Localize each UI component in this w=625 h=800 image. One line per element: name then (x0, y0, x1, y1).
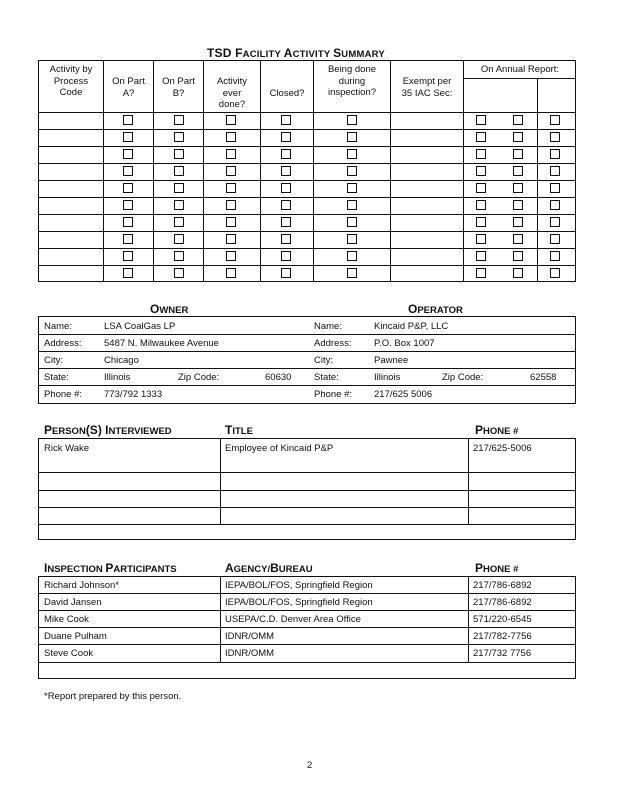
table-row-divider (38, 146, 576, 147)
activity-checkbox[interactable] (123, 268, 133, 278)
owner-phone: 773/792 1333 (104, 389, 163, 400)
activity-checkbox[interactable] (476, 115, 486, 125)
activity-checkbox[interactable] (123, 132, 133, 142)
owner-phone-label: Phone #: (44, 389, 83, 400)
owner-name: LSA CoalGas LP (104, 321, 176, 332)
activity-checkbox[interactable] (347, 268, 357, 278)
activity-checkbox[interactable] (226, 200, 236, 210)
operator-state-label: State: (314, 372, 339, 383)
activity-checkbox[interactable] (347, 149, 357, 159)
activity-checkbox[interactable] (281, 149, 291, 159)
operator-phone: 217/625 5006 (374, 389, 433, 400)
activity-checkbox[interactable] (476, 166, 486, 176)
header-closed: Closed? (269, 88, 305, 99)
activity-checkbox[interactable] (550, 200, 560, 210)
activity-checkbox[interactable] (281, 234, 291, 244)
participant-phone: 217/732 7756 (473, 648, 532, 659)
participant-row-divider (38, 610, 576, 611)
activity-summary-title: TSD FACILITY ACTIVITY SUMMARY (207, 46, 385, 60)
participant-phone: 217/782-7756 (473, 631, 532, 642)
activity-checkbox[interactable] (513, 268, 523, 278)
owner-heading: OWNER (150, 302, 189, 316)
activity-checkbox[interactable] (226, 166, 236, 176)
header-annual-report: On Annual Report: (480, 64, 560, 75)
participant-row-divider (38, 644, 576, 645)
header-process-code: Activity by Process Code (49, 64, 93, 98)
activity-checkbox[interactable] (281, 166, 291, 176)
activity-checkbox[interactable] (347, 217, 357, 227)
owner-city-label: City: (44, 355, 63, 366)
activity-checkbox[interactable] (550, 183, 560, 193)
activity-checkbox[interactable] (347, 132, 357, 142)
operator-heading: OPERATOR (408, 302, 463, 316)
operator-zip-label: Zip Code: (442, 372, 484, 383)
activity-checkbox[interactable] (347, 183, 357, 193)
operator-name-label: Name: (314, 321, 342, 332)
activity-checkbox[interactable] (174, 217, 184, 227)
activity-checkbox[interactable] (174, 115, 184, 125)
activity-checkbox[interactable] (281, 183, 291, 193)
activity-checkbox[interactable] (174, 132, 184, 142)
activity-checkbox[interactable] (550, 166, 560, 176)
activity-checkbox[interactable] (281, 268, 291, 278)
activity-checkbox[interactable] (513, 166, 523, 176)
activity-checkbox[interactable] (174, 183, 184, 193)
activity-checkbox[interactable] (123, 217, 133, 227)
operator-phone-label: Phone #: (314, 389, 353, 400)
table-row-divider (38, 248, 576, 249)
header-part-a: On Part A? (112, 76, 145, 99)
activity-checkbox[interactable] (513, 217, 523, 227)
activity-checkbox[interactable] (476, 251, 486, 261)
activity-checkbox[interactable] (476, 132, 486, 142)
interviewed-name: Rick Wake (44, 443, 90, 454)
activity-checkbox[interactable] (476, 234, 486, 244)
activity-checkbox[interactable] (476, 183, 486, 193)
interviewed-title: Employee of Kincaid P&P (225, 443, 334, 454)
activity-checkbox[interactable] (513, 132, 523, 142)
activity-checkbox[interactable] (174, 268, 184, 278)
owner-name-label: Name: (44, 321, 72, 332)
activity-checkbox[interactable] (550, 217, 560, 227)
participant-agency: IEPA/BOL/FOS, Springfield Region (225, 580, 373, 591)
operator-city-label: City: (314, 355, 333, 366)
owner-address-label: Address: (44, 338, 82, 349)
operator-name: Kincaid P&P, LLC (374, 321, 449, 332)
activity-checkbox[interactable] (174, 200, 184, 210)
header-part-b: On Part B? (162, 76, 195, 99)
operator-address: P.O. Box 1007 (374, 338, 435, 349)
activity-checkbox[interactable] (281, 200, 291, 210)
activity-checkbox[interactable] (174, 234, 184, 244)
persons-interviewed-heading: PERSON(S) INTERVIEWED (44, 423, 172, 437)
participant-name: Richard Johnson* (44, 580, 119, 591)
owner-address: 5487 N. Milwaukee Avenue (104, 338, 219, 349)
activity-checkbox[interactable] (550, 251, 560, 261)
activity-checkbox[interactable] (347, 251, 357, 261)
activity-checkbox[interactable] (550, 268, 560, 278)
activity-checkbox[interactable] (513, 234, 523, 244)
interviewed-title-heading: TITLE (225, 423, 253, 437)
participants-heading: INSPECTION PARTICIPANTS (44, 561, 177, 575)
activity-checkbox[interactable] (550, 234, 560, 244)
activity-checkbox[interactable] (123, 234, 133, 244)
agency-heading: AGENCY/BUREAU (225, 561, 313, 575)
activity-checkbox[interactable] (174, 166, 184, 176)
activity-checkbox[interactable] (550, 132, 560, 142)
activity-checkbox[interactable] (513, 251, 523, 261)
activity-checkbox[interactable] (123, 149, 133, 159)
activity-checkbox[interactable] (513, 200, 523, 210)
owner-zip-label: Zip Code: (178, 372, 220, 383)
header-during-inspection: Being done during inspection? (327, 64, 377, 98)
table-row-divider (38, 180, 576, 181)
participant-name: Mike Cook (44, 614, 89, 625)
operator-zip: 62558 (530, 372, 557, 383)
header-exempt: Exempt per 35 IAC Sec: (401, 76, 453, 99)
participant-agency: IEPA/BOL/FOS, Springfield Region (225, 597, 373, 608)
activity-checkbox[interactable] (123, 183, 133, 193)
participant-phone: 571/220-6545 (473, 614, 532, 625)
activity-checkbox[interactable] (123, 200, 133, 210)
activity-checkbox[interactable] (347, 115, 357, 125)
operator-state: Illinois (374, 372, 401, 383)
activity-checkbox[interactable] (226, 217, 236, 227)
activity-checkbox[interactable] (513, 149, 523, 159)
table-row-divider (38, 129, 576, 130)
participant-row-divider (38, 593, 576, 594)
header-ever-done: Activity ever done? (216, 76, 248, 110)
activity-checkbox[interactable] (476, 268, 486, 278)
interviewed-phone: 217/625-5006 (473, 443, 532, 454)
activity-checkbox[interactable] (226, 115, 236, 125)
activity-checkbox[interactable] (123, 251, 133, 261)
owner-state: Illinois (104, 372, 131, 383)
activity-checkbox[interactable] (123, 115, 133, 125)
activity-checkbox[interactable] (513, 183, 523, 193)
participant-name: David Jansen (44, 597, 102, 608)
participant-name: Duane Pulham (44, 631, 107, 642)
activity-checkbox[interactable] (476, 149, 486, 159)
owner-state-label: State: (44, 372, 69, 383)
activity-checkbox[interactable] (281, 217, 291, 227)
operator-address-label: Address: (314, 338, 352, 349)
participant-row-divider (38, 627, 576, 628)
participants-phone-heading: PHONE # (475, 561, 519, 575)
activity-checkbox[interactable] (226, 132, 236, 142)
participant-phone: 217/786-6892 (473, 597, 532, 608)
participant-agency: USEPA/C.D. Denver Area Office (225, 614, 361, 625)
interviewed-phone-heading: PHONE # (475, 423, 519, 437)
activity-checkbox[interactable] (226, 183, 236, 193)
participant-agency: IDNR/OMM (225, 631, 275, 642)
activity-checkbox[interactable] (550, 149, 560, 159)
page-number: 2 (307, 760, 313, 771)
activity-checkbox[interactable] (281, 132, 291, 142)
participant-phone: 217/786-6892 (473, 580, 532, 591)
owner-city: Chicago (104, 355, 139, 366)
table-row-divider (38, 265, 576, 266)
table-row-divider (38, 197, 576, 198)
activity-checkbox[interactable] (476, 217, 486, 227)
activity-checkbox[interactable] (226, 234, 236, 244)
activity-checkbox[interactable] (513, 115, 523, 125)
owner-zip: 60630 (265, 372, 292, 383)
activity-checkbox[interactable] (174, 149, 184, 159)
activity-checkbox[interactable] (281, 251, 291, 261)
table-row-divider (38, 163, 576, 164)
activity-checkbox[interactable] (550, 115, 560, 125)
activity-checkbox[interactable] (174, 251, 184, 261)
participant-name: Steve Cook (44, 648, 94, 659)
participant-agency: IDNR/OMM (225, 648, 275, 659)
activity-checkbox[interactable] (281, 115, 291, 125)
table-row-divider (38, 214, 576, 215)
activity-checkbox[interactable] (347, 234, 357, 244)
activity-checkbox[interactable] (347, 200, 357, 210)
activity-checkbox[interactable] (226, 251, 236, 261)
table-row-divider (38, 231, 576, 232)
operator-city: Pawnee (374, 355, 409, 366)
activity-checkbox[interactable] (226, 268, 236, 278)
activity-checkbox[interactable] (123, 166, 133, 176)
footnote: *Report prepared by this person. (44, 691, 182, 702)
activity-checkbox[interactable] (226, 149, 236, 159)
activity-checkbox[interactable] (476, 200, 486, 210)
activity-checkbox[interactable] (347, 166, 357, 176)
